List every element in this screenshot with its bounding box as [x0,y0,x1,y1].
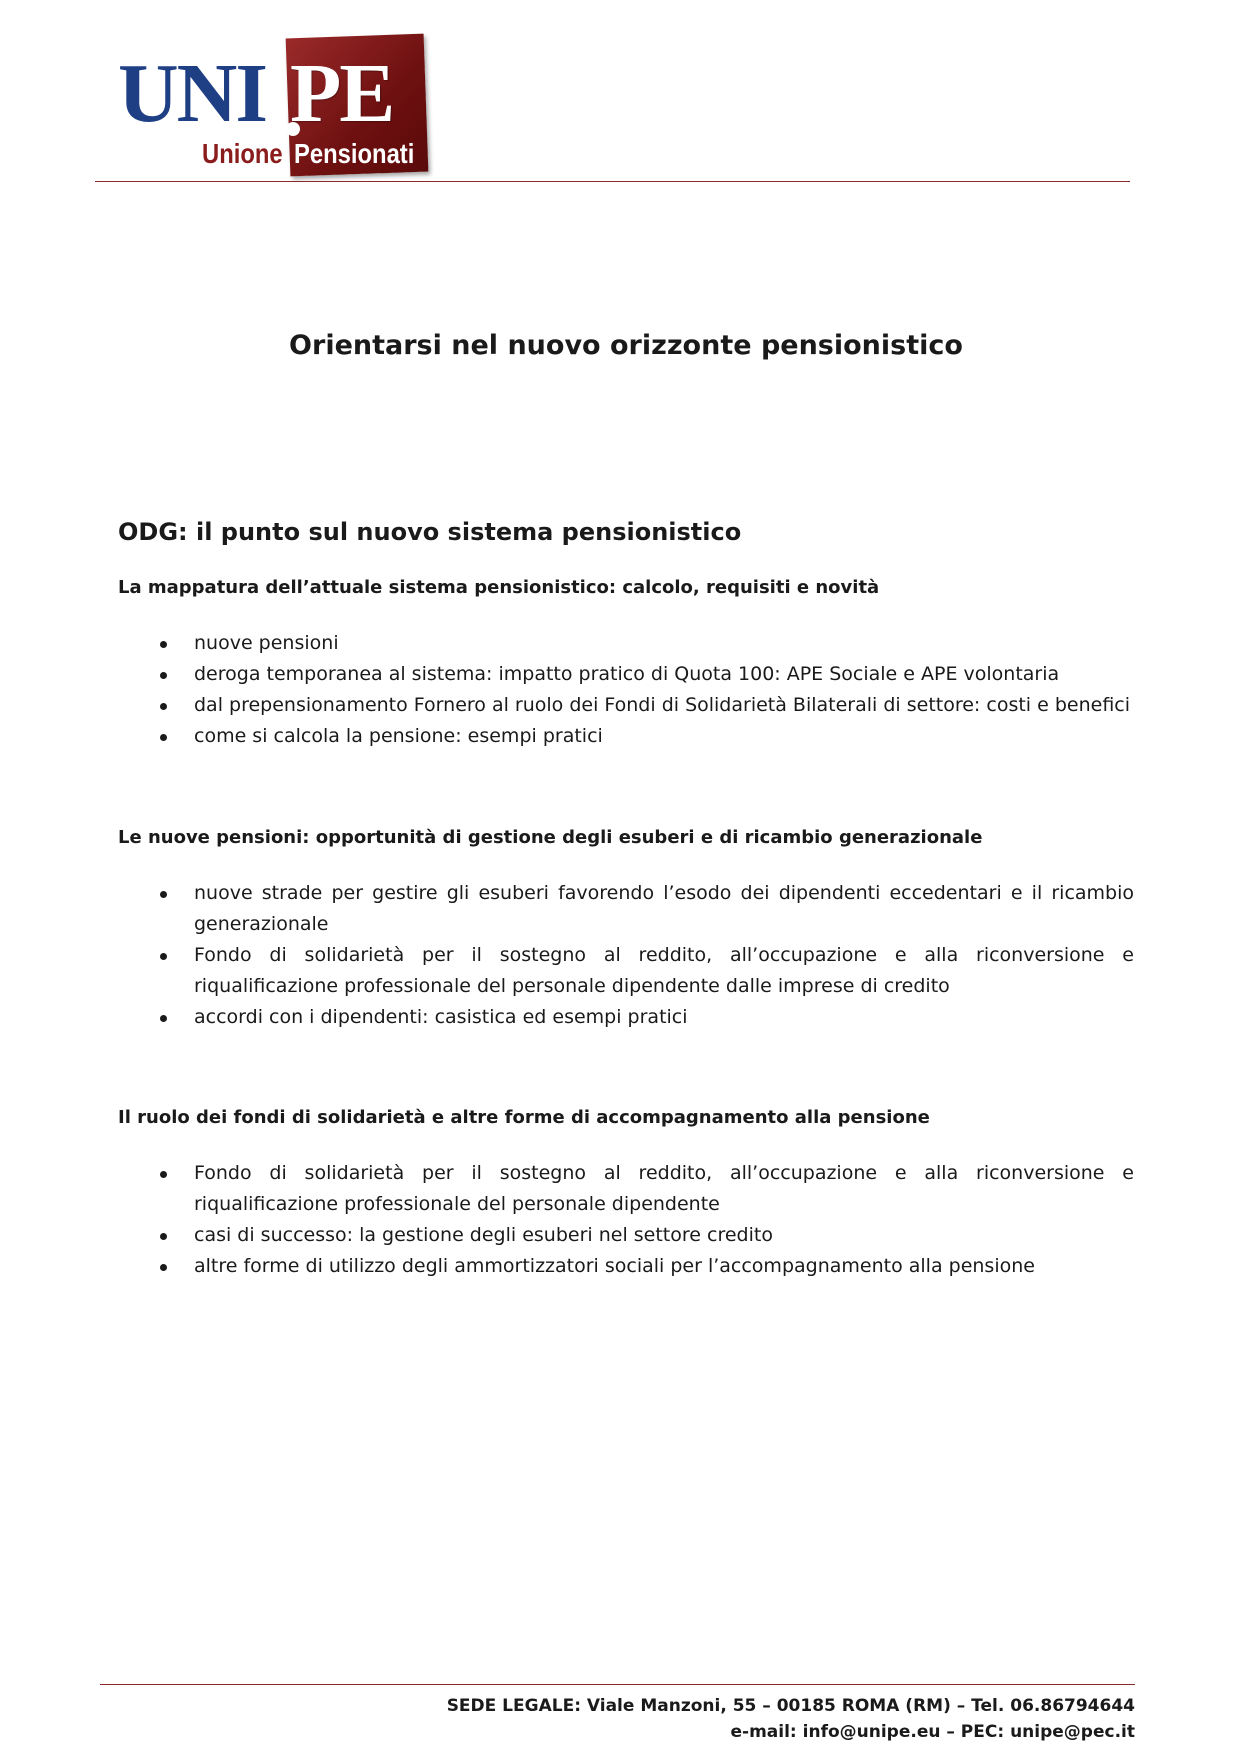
agenda-heading: ODG: il punto sul nuovo sistema pensionistico [118,518,742,546]
bullet-icon [160,1233,167,1240]
section-list-nuove-pensioni [118,878,1134,1033]
section-title-nuove-pensioni: Le nuove pensioni: opportunità di gestione degli esuberi e di ricambio generazionale [118,827,983,848]
bullet-icon [160,641,167,648]
document-title: Orientarsi nel nuovo orizzonte pensionistico [289,330,963,361]
header-divider [95,181,1130,182]
logo-unione-text: Unione [202,138,283,169]
footer-divider [100,1684,1135,1685]
logo-pe-text: PE [290,47,394,140]
bullet-icon [160,703,167,710]
list-item: casi di successo: la gestione degli esuberi nel settore credito [118,1220,1134,1251]
bullet-icon [160,1264,167,1271]
footer-contacts: e-mail: info@unipe.eu – PEC: unipe@pec.it [730,1722,1135,1742]
section-title-mappatura: La mappatura dell’attuale sistema pensionistico: calcolo, requisiti e novità [118,577,880,598]
bullet-icon [160,953,167,960]
list-item: come si calcola la pensione: esempi pratici [118,721,1134,752]
list-item: dal prepensionamento Fornero al ruolo dei Fondi di Solidarietà Bilaterali di settore: costi e benefici [118,690,1134,721]
bullet-icon [160,672,167,679]
section-list-mappatura [118,628,1134,752]
list-item: Fondo di solidarietà per il sostegno al reddito, all’occupazione e alla riconversione e riqualificazione professionale del personale dipendente [118,1158,1134,1220]
list-item: altre forme di utilizzo degli ammortizzatori sociali per l’accompagnamento alla pensione [118,1251,1134,1282]
list-item: nuove strade per gestire gli esuberi favorendo l’esodo dei dipendenti eccedentari e il ricambio generazionale [118,878,1134,940]
bullet-icon [160,891,167,898]
bullet-icon [160,1171,167,1178]
bullet-icon [160,734,167,741]
section-list-fondi-solidarieta [118,1158,1134,1282]
logo-uni-text: UNI [118,47,267,140]
logo-pensionati-text: Pensionati [294,138,415,169]
list-item: Fondo di solidarietà per il sostegno al reddito, all’occupazione e alla riconversione e riqualificazione professionale del personale dipendente dalle imprese di credito [118,940,1134,1002]
section-title-fondi-solidarieta: Il ruolo dei fondi di solidarietà e altre forme di accompagnamento alla pensione [118,1107,930,1128]
list-item: deroga temporanea al sistema: impatto pratico di Quota 100: APE Sociale e APE volontaria [118,659,1134,690]
list-item: nuove pensioni [118,628,1134,659]
bullet-icon [160,1015,167,1022]
list-item: accordi con i dipendenti: casistica ed esempi pratici [118,1002,1134,1033]
unipe-logo [118,30,438,180]
footer-address: SEDE LEGALE: Viale Manzoni, 55 – 00185 ROMA (RM) – Tel. 06.86794644 [446,1696,1135,1716]
